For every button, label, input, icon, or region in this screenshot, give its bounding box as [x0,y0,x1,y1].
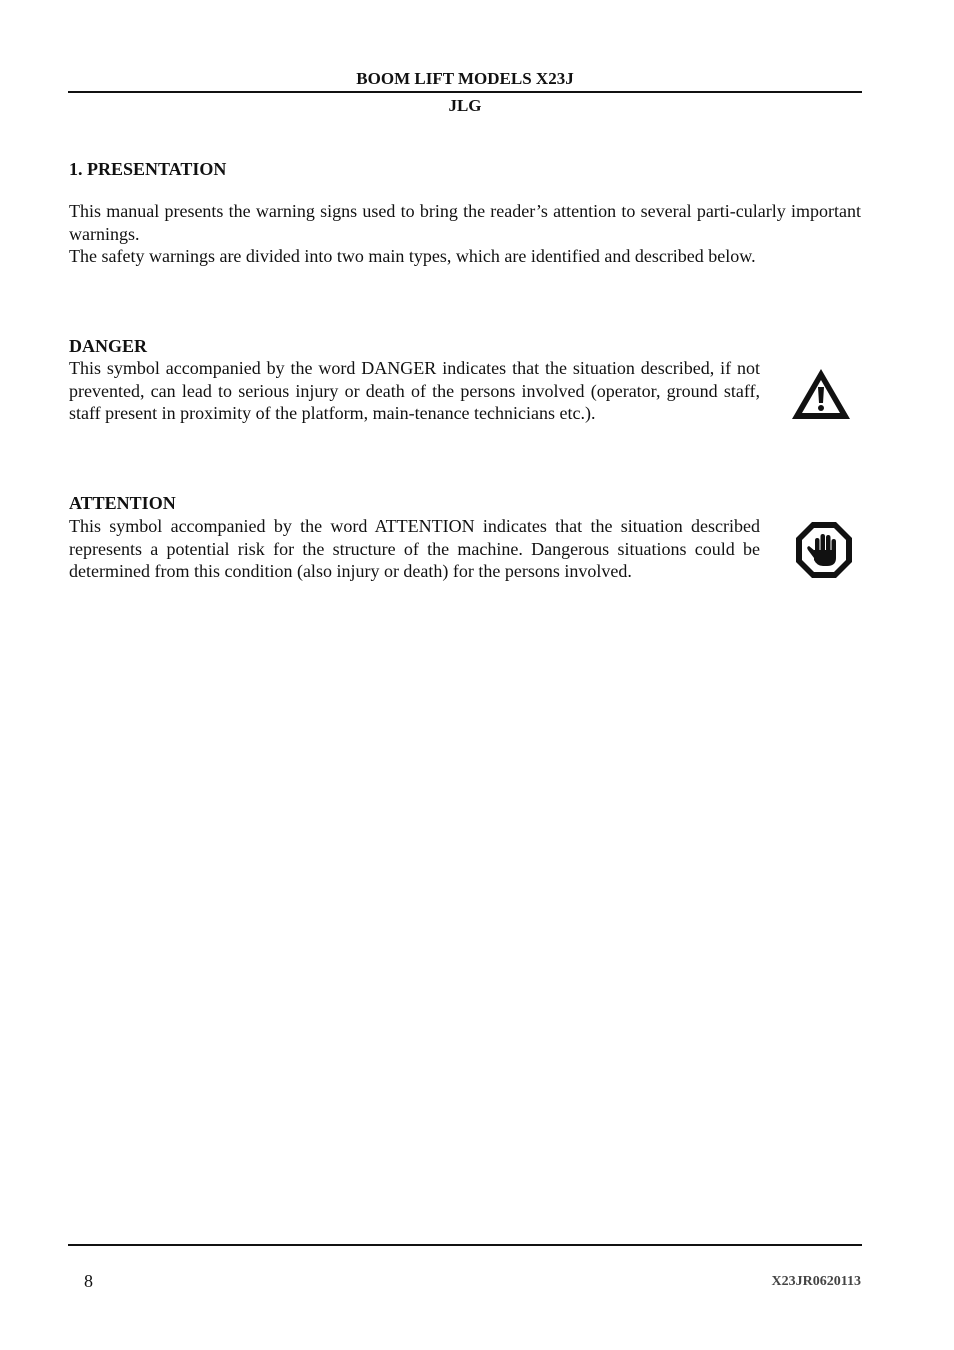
intro-paragraph: The safety warnings are divided into two main types, which are identified and described below. [69,246,756,267]
intro-text [69,200,861,268]
page-number: 8 [84,1271,93,1291]
stop-hand-icon [794,520,854,580]
document-code: X23JR0620113 [771,1274,861,1289]
exclamation-triangle-icon [789,366,853,422]
attention-description: This symbol accompanied by the word ATTENTION indicates that the situation described represents a potential risk for the structure of the machine. Dangerous situations could be determined from this condition (also injury or death) for the persons involved. [69,516,760,582]
header-brand: JLG [448,96,482,115]
section-heading: 1. PRESENTATION [69,159,227,179]
danger-title: DANGER [69,336,148,356]
intro-paragraph: This manual presents the warning signs used to bring the reader’s attention to several parti-cularly important warnings. [69,201,861,244]
header-title: BOOM LIFT MODELS X23J [356,69,574,88]
attention-title: ATTENTION [69,493,176,513]
header-divider [68,91,862,93]
footer-divider [68,1244,862,1246]
danger-description: This symbol accompanied by the word DANGER indicates that the situation described, if not prevented, can lead to serious injury or death of the persons involved (operator, ground staff, staff present in proximity of the platform, main-tenance technicians etc.). [69,358,760,424]
